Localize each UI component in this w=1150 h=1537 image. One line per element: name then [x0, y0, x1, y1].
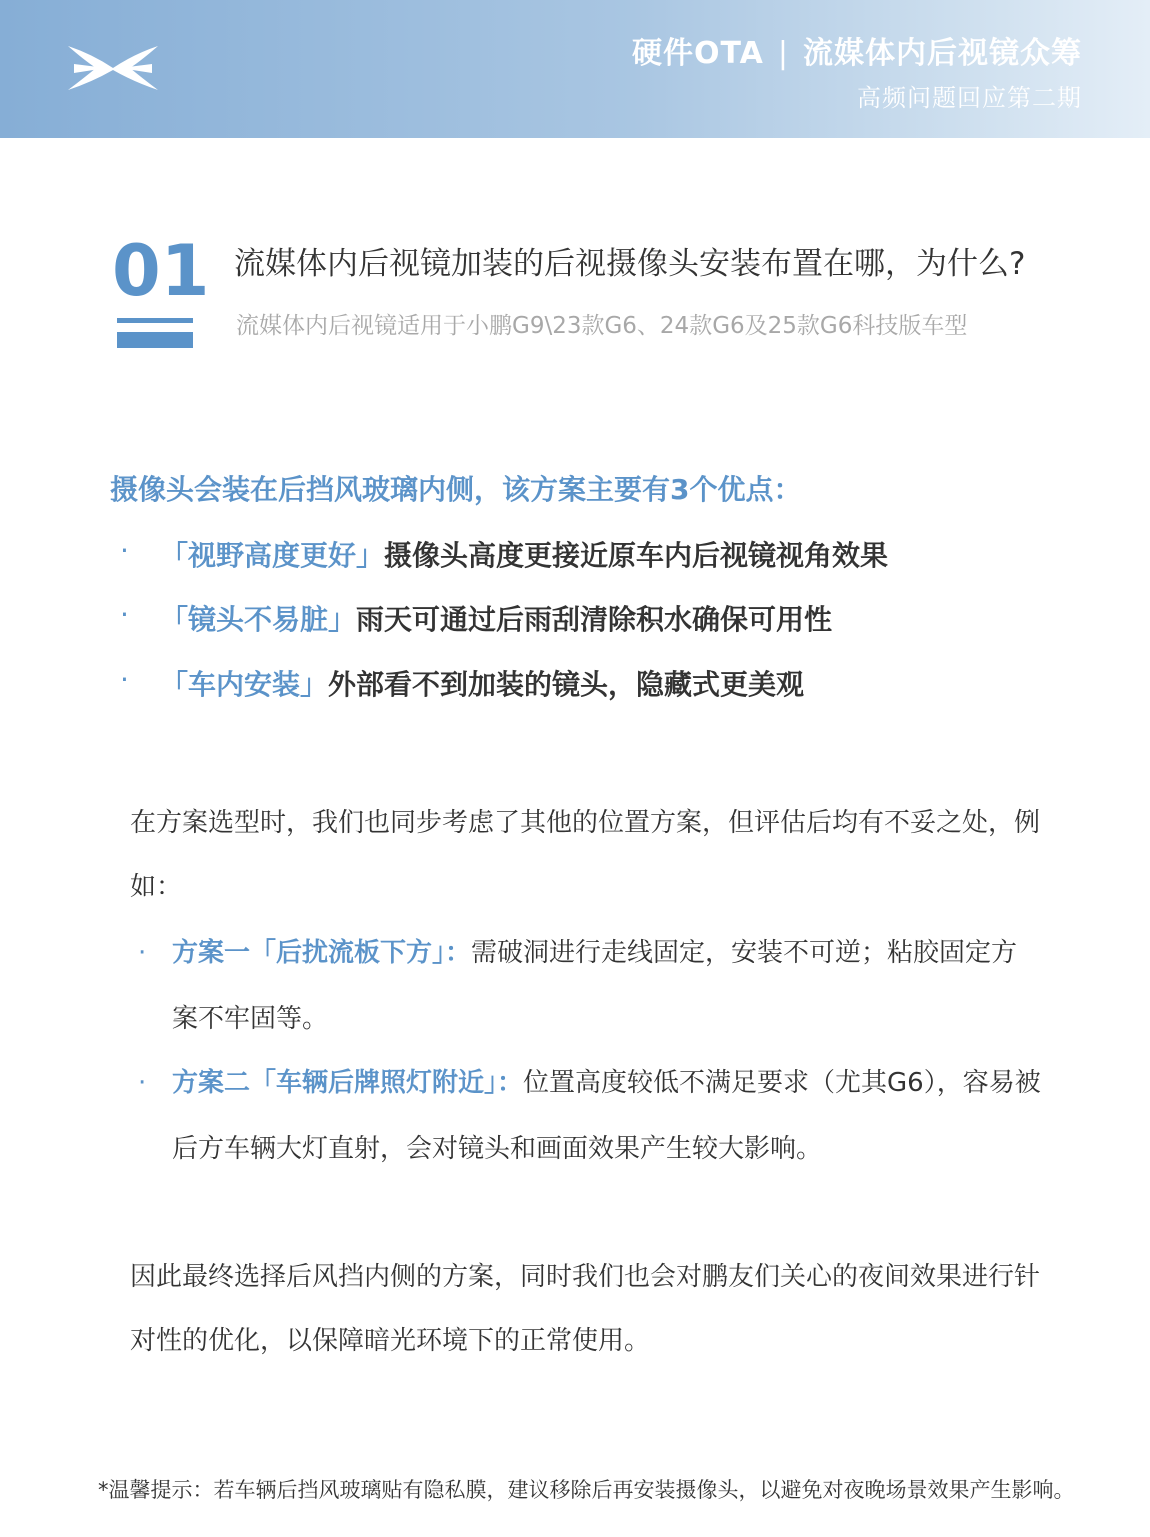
header-title: [632, 28, 1082, 72]
question-title: 流媒体内后视镜加装的后视摄像头安装布置在哪，为什么?: [234, 246, 1026, 282]
alternative-label: 方案二「车辆后牌照灯附近」：: [172, 1068, 524, 1098]
header-title-separator: |: [777, 36, 789, 71]
question-number-underline-thin: [117, 318, 193, 323]
alternative-body: [172, 920, 1042, 1052]
advantage-label: [160, 663, 804, 703]
header-title-right: 流媒体内后视镜众筹: [803, 36, 1082, 71]
question-number-underline-thick: [117, 332, 193, 348]
header-title-left: 硬件OTA: [632, 36, 764, 71]
advantage-text: 雨天可通过后雨刮清除积水确保可用性: [356, 603, 833, 636]
alternative-label: 方案一「后扰流板下方」：: [172, 938, 472, 968]
header-banner: [0, 0, 1150, 138]
question-number: 01: [112, 230, 210, 312]
bullet-dot: ·: [138, 938, 147, 968]
advantage-text: 外部看不到加装的镜头，隐藏式更美观: [328, 668, 805, 701]
bullet-dot: ·: [138, 1068, 147, 1098]
advantage-label: [160, 598, 832, 638]
question-subtitle: 流媒体内后视镜适用于小鹏G9\23款G6、24款G6及25款G6科技版车型: [236, 313, 968, 339]
alternatives-intro: 在方案选型时，我们也同步考虑了其他的位置方案，但评估后均有不妥之处，例如：: [130, 808, 1041, 902]
advantages-heading: 摄像头会装在后挡风玻璃内侧，该方案主要有3个优点：: [110, 473, 802, 506]
footnote: *温馨提示：若车辆后挡风玻璃贴有隐私膜，建议移除后再安装摄像头，以避免对夜晚场景效果产生影响。: [98, 1478, 1075, 1502]
bullet-dot: ·: [120, 534, 129, 567]
advantage-text: 摄像头高度更接近原车内后视镜视角效果: [384, 539, 889, 572]
xpeng-x-logo-icon: [66, 40, 160, 96]
header-subtitle: 高频问题回应第二期: [857, 84, 1082, 112]
advantage-label-text: 「视野高度更好」: [160, 539, 385, 572]
bullet-dot: ·: [120, 663, 129, 696]
advantage-label: [160, 534, 888, 574]
advantage-label-text: 「车内安装」: [160, 668, 329, 701]
bullet-dot: ·: [120, 598, 129, 631]
alternative-text: 位置高度较低不满足要求（尤其G6），容易被后方车辆大灯直射，会对镜头和画面效果产生较大影响。: [172, 1068, 1041, 1164]
advantage-label-text: 「镜头不易脏」: [160, 603, 357, 636]
alternative-text: 需破洞进行走线固定，安装不可逆；粘胶固定方案不牢固等。: [172, 938, 1018, 1034]
conclusion-paragraph: 因此最终选择后风挡内侧的方案，同时我们也会对鹏友们关心的夜间效果进行针对性的优化，以保障暗光环境下的正常使用。: [130, 1262, 1041, 1356]
alternative-body: [172, 1050, 1042, 1182]
